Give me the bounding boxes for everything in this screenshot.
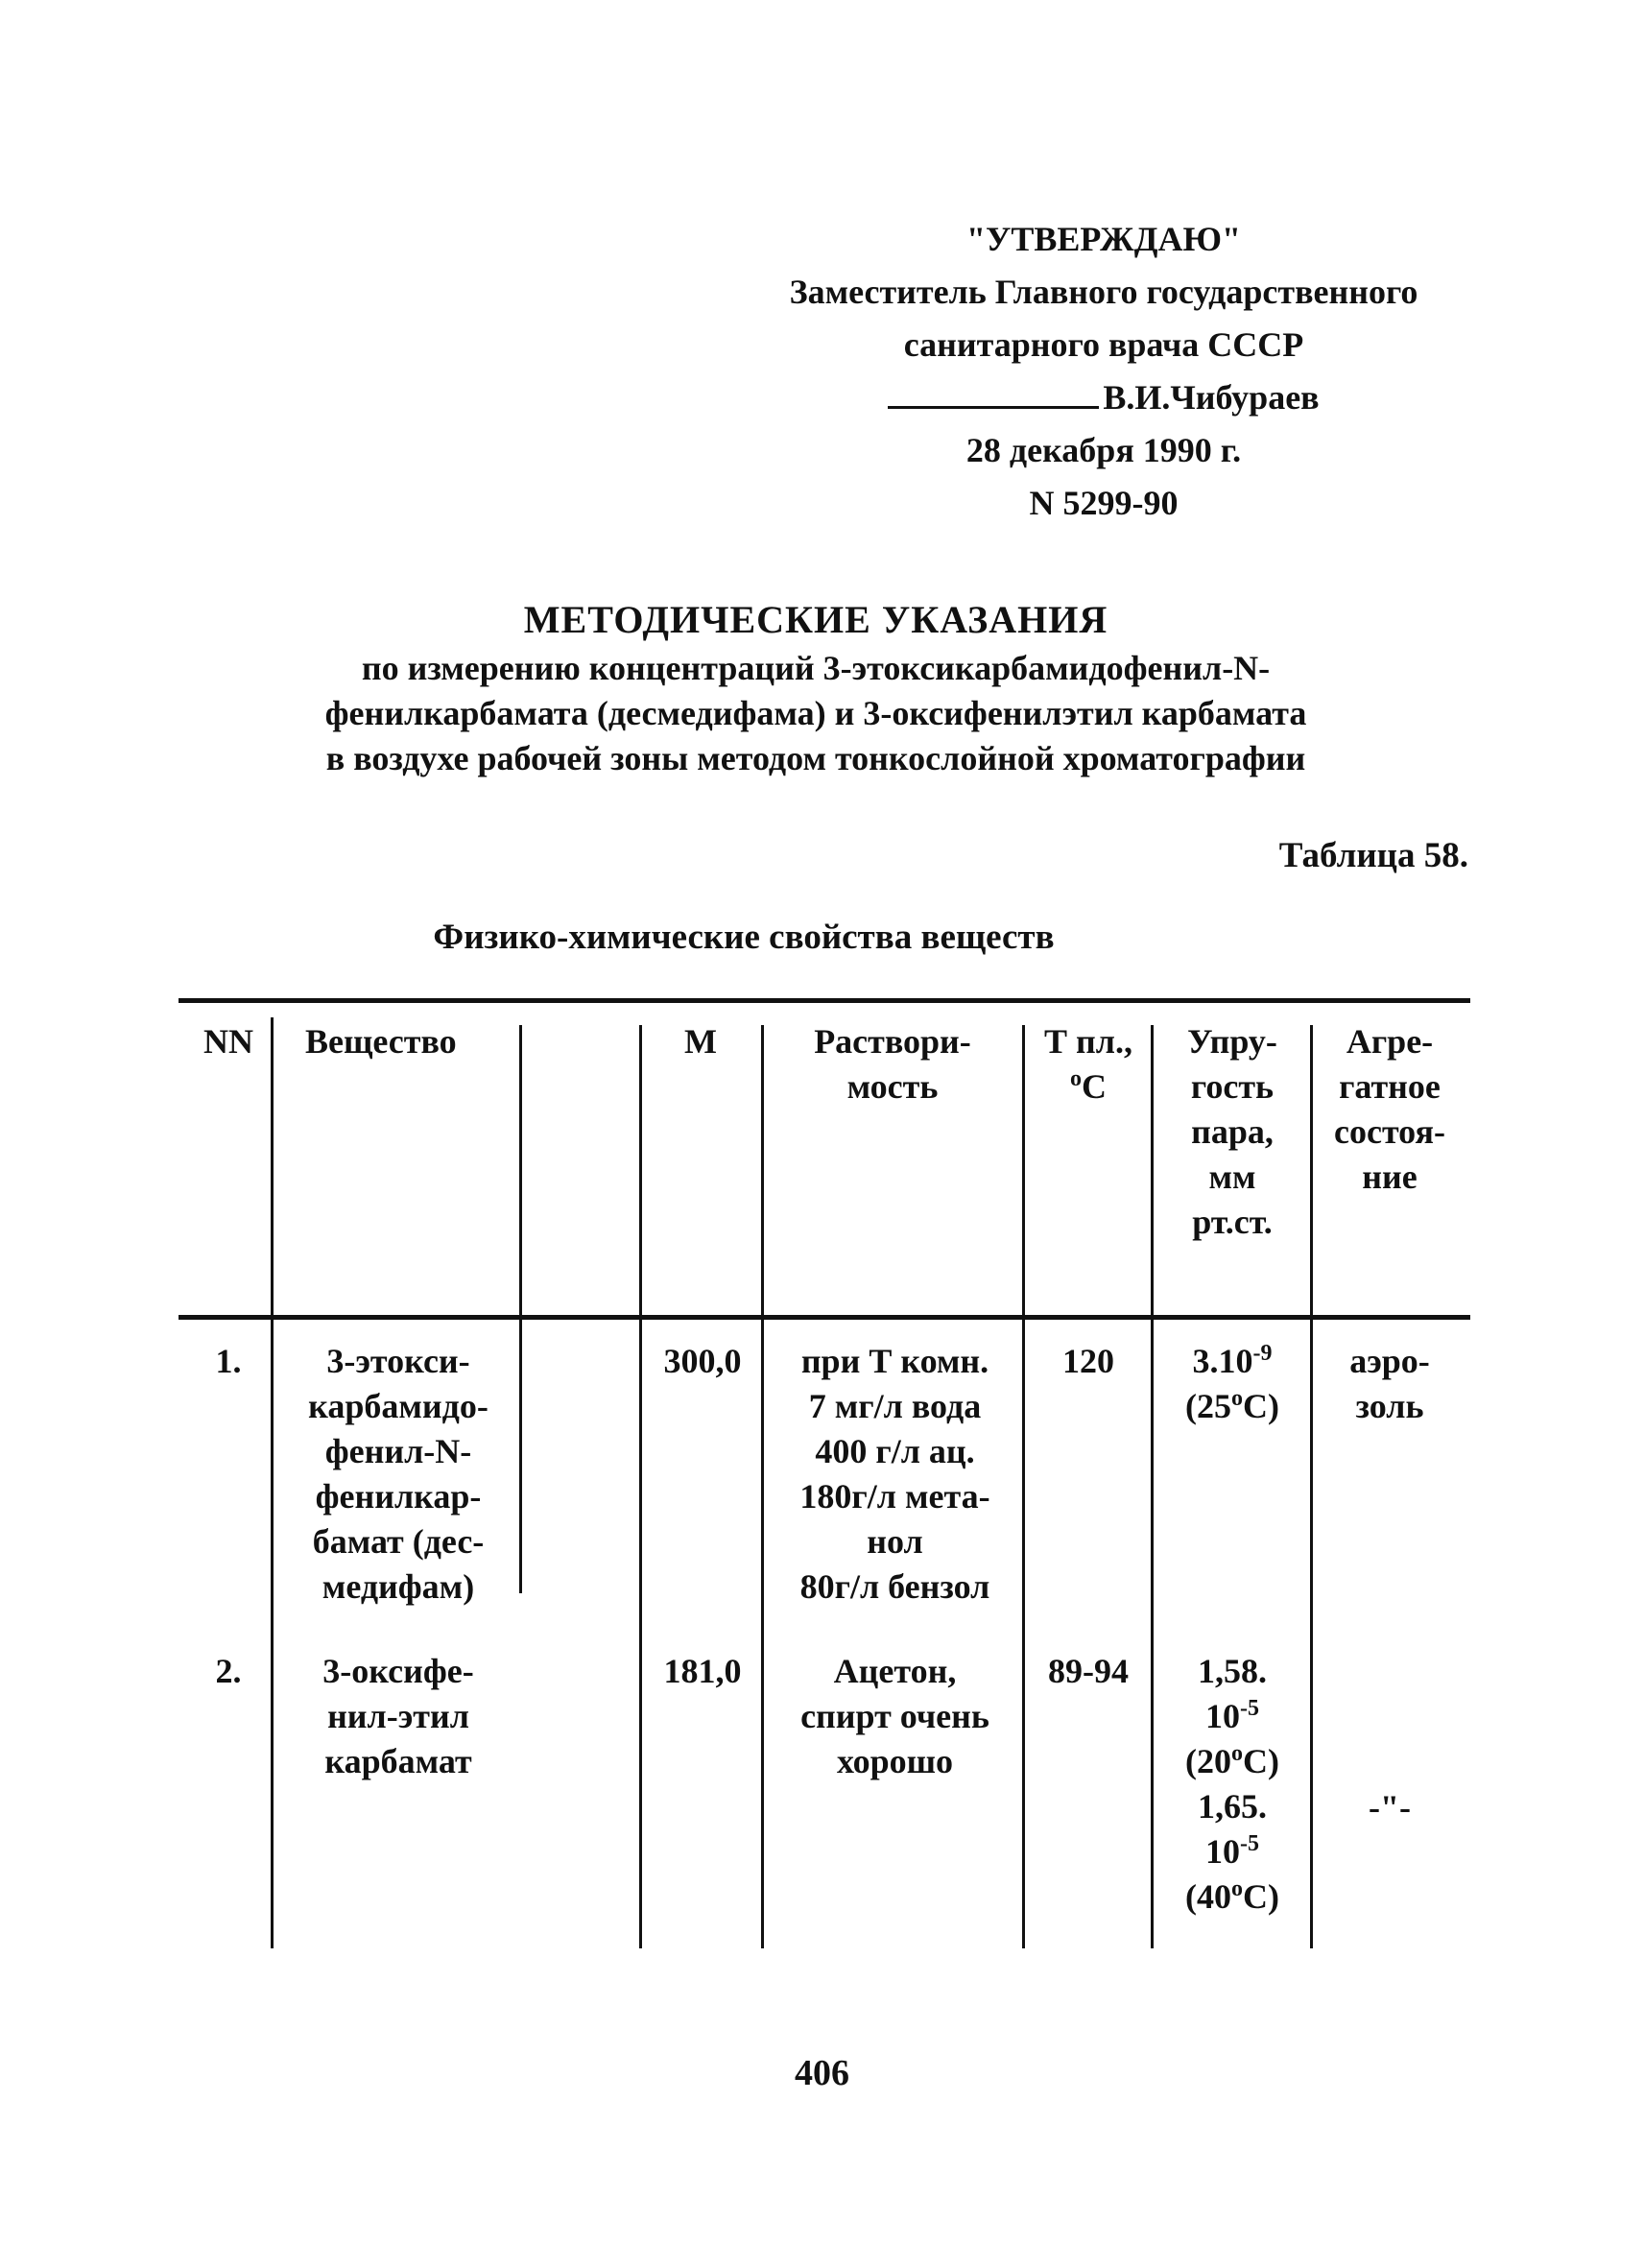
- row2-vapor-power2: [1156, 1829, 1309, 1874]
- header-state: [1313, 1019, 1466, 1200]
- header-nn: NN: [203, 1022, 253, 1061]
- column-divider-tmelt: [1151, 1025, 1154, 1948]
- approval-block: [672, 213, 1536, 530]
- page-number: 406: [795, 2053, 849, 2093]
- row2-state: -"-: [1369, 1788, 1411, 1826]
- row1-vapor-degree: о: [1231, 1386, 1243, 1411]
- row2-substance-line3: карбамат: [324, 1742, 472, 1780]
- row2-vapor-exponent1: -5: [1240, 1696, 1259, 1721]
- header-tmelt-degree: о: [1070, 1066, 1082, 1091]
- row2-substance-line1: 3-оксифе-: [322, 1652, 474, 1690]
- row1-solubility: [768, 1339, 1022, 1610]
- title-line3: в воздухе рабочей зоны методом тонкослойной хроматографии: [325, 739, 1306, 777]
- document-title: [144, 597, 1488, 781]
- row2-vapor-value1: 1,58.: [1198, 1652, 1267, 1690]
- column-divider-solubility: [1022, 1025, 1025, 1948]
- row2-m: 181,0: [663, 1652, 742, 1690]
- approval-position-line2: санитарного врача СССР: [903, 325, 1304, 364]
- row2-vapor-temp1-value: (20: [1185, 1742, 1231, 1780]
- table-label: Таблица 58.: [1278, 836, 1468, 875]
- header-tmelt-unit: С: [1082, 1067, 1107, 1106]
- row2-solubility: [768, 1649, 1022, 1784]
- row1-state: [1313, 1339, 1466, 1429]
- row2-substance-line2: нил-этил: [327, 1697, 469, 1735]
- column-divider-substance: [639, 1025, 642, 1948]
- row1-substance-line2: карбамидо-: [308, 1387, 488, 1425]
- header-solubility: [768, 1019, 1017, 1110]
- row2-vapor-temp2: [1156, 1874, 1309, 1920]
- row2-vapor: [1156, 1649, 1309, 1920]
- row2-vapor-base2: 10: [1205, 1832, 1240, 1871]
- row1-vapor-exponent: -9: [1252, 1341, 1273, 1366]
- row1-nn: 1.: [215, 1342, 242, 1380]
- row1-vapor-value: [1156, 1339, 1309, 1384]
- row1-solubility-line4: 180г/л мета-: [799, 1477, 990, 1516]
- row1-vapor-temp: [1156, 1384, 1309, 1429]
- header-solubility-line2: мость: [846, 1067, 939, 1106]
- row1-substance-line6: медифам): [322, 1567, 475, 1606]
- row1-substance: [278, 1339, 518, 1610]
- row1-solubility-line1: при Т комн.: [800, 1342, 989, 1380]
- row2-vapor-base1: 10: [1205, 1697, 1240, 1735]
- table-top-rule: [179, 998, 1470, 1003]
- row2-solubility-line2: спирт очень: [800, 1697, 989, 1735]
- row1-tmelt: 120: [1062, 1342, 1114, 1380]
- row1-vapor: [1156, 1339, 1309, 1429]
- row1-vapor-base: 3.10: [1192, 1342, 1253, 1380]
- row2-vapor-temp1: [1156, 1739, 1309, 1784]
- header-m: М: [684, 1022, 717, 1061]
- title-line2: фенилкарбамата (десмедифама) и 3-оксифенилэтил карбамата: [324, 694, 1307, 732]
- header-vapor-line5: рт.ст.: [1192, 1203, 1273, 1241]
- header-vapor-line3: пара,: [1191, 1112, 1274, 1151]
- row1-vapor-temp-unit: С): [1243, 1387, 1279, 1425]
- header-vapor: [1156, 1019, 1309, 1245]
- approval-date: 28 декабря 1990 г.: [965, 431, 1242, 469]
- header-tmelt-line1: Т пл.,: [1044, 1022, 1132, 1061]
- row2-solubility-line3: хорошо: [836, 1742, 954, 1780]
- approval-signatory: В.И.Чибураев: [1103, 378, 1320, 417]
- table-header-rule: [179, 1315, 1470, 1320]
- row2-vapor-power1: [1156, 1694, 1309, 1739]
- header-solubility-line1: Раствори-: [814, 1022, 971, 1061]
- title-main: МЕТОДИЧЕСКИЕ УКАЗАНИЯ: [523, 598, 1108, 641]
- column-divider-m: [761, 1025, 764, 1948]
- column-divider-substance-inner: [519, 1025, 522, 1593]
- header-substance: Вещество: [305, 1022, 457, 1061]
- header-vapor-line4: мм: [1208, 1158, 1256, 1196]
- header-state-line1: Агре-: [1346, 1022, 1434, 1061]
- header-tmelt-line2: [1029, 1064, 1148, 1110]
- approval-signature-line: [672, 371, 1536, 424]
- row2-vapor-degree1: о: [1231, 1741, 1243, 1766]
- row2-vapor-temp2-value: (40: [1185, 1877, 1231, 1916]
- row1-substance-line4: фенилкар-: [315, 1477, 482, 1516]
- row1-solubility-line2: 7 мг/л вода: [808, 1387, 982, 1425]
- header-tmelt: [1029, 1019, 1148, 1110]
- row1-state-line2: золь: [1355, 1387, 1424, 1425]
- row1-vapor-temp-value: (25: [1185, 1387, 1231, 1425]
- row2-tmelt: 89-94: [1048, 1652, 1129, 1690]
- row2-substance: [278, 1649, 518, 1784]
- row1-substance-line1: 3-этокси-: [326, 1342, 470, 1380]
- table-caption: Физико-химические свойства веществ: [433, 918, 1055, 957]
- row2-vapor-degree2: о: [1231, 1876, 1243, 1901]
- row1-m: 300,0: [663, 1342, 742, 1380]
- row1-state-line1: аэро-: [1349, 1342, 1430, 1380]
- signature-blank: [888, 377, 1099, 409]
- column-divider-nn: [271, 1017, 274, 1948]
- row1-substance-line5: бамат (дес-: [312, 1522, 485, 1561]
- row2-solubility-line1: Ацетон,: [833, 1652, 957, 1690]
- row1-solubility-line3: 400 г/л ац.: [815, 1432, 975, 1470]
- row1-solubility-line6: 80г/л бензол: [799, 1567, 990, 1606]
- header-state-line3: состоя-: [1334, 1112, 1445, 1151]
- row2-vapor-exponent2: -5: [1240, 1831, 1259, 1856]
- approval-heading: "УТВЕРЖДАЮ": [965, 220, 1242, 258]
- title-line1: по измерению концентраций 3-этоксикарбамидофенил-N-: [361, 649, 1271, 687]
- row2-vapor-temp1-unit: С): [1243, 1742, 1279, 1780]
- approval-position-line1: Заместитель Главного государственного: [789, 273, 1418, 311]
- row1-solubility-line5: нол: [867, 1522, 923, 1561]
- row2-nn: 2.: [215, 1652, 242, 1690]
- approval-number: N 5299-90: [1029, 484, 1179, 522]
- header-vapor-line1: Упру-: [1187, 1022, 1277, 1061]
- header-state-line4: ние: [1362, 1158, 1418, 1196]
- row1-substance-line3: фенил-N-: [324, 1432, 472, 1470]
- row2-vapor-temp2-unit: С): [1243, 1877, 1279, 1916]
- row2-vapor-value2: 1,65.: [1198, 1787, 1267, 1826]
- header-state-line2: гатное: [1339, 1067, 1441, 1106]
- header-vapor-line2: гость: [1190, 1067, 1275, 1106]
